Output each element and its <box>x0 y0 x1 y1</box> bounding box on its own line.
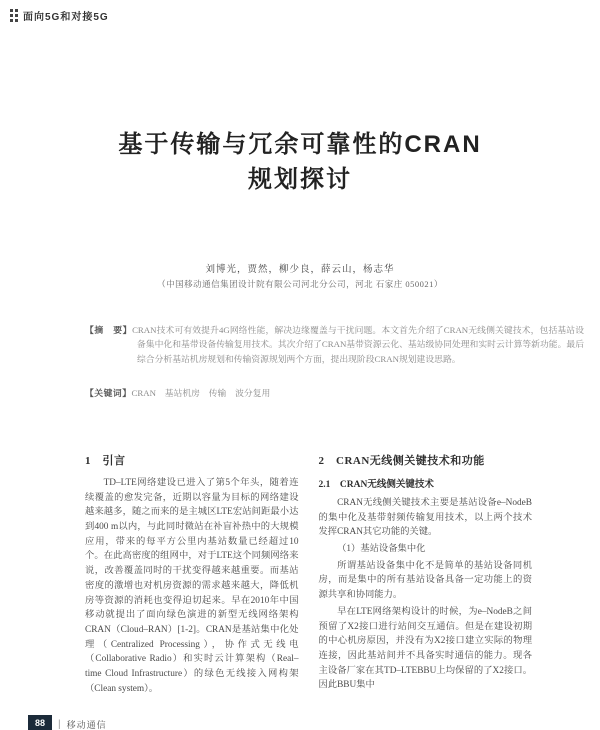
article-title-line1: 基于传输与冗余可靠性的CRAN <box>118 131 482 158</box>
section-2-1-item-1: （1）基站设备集中化 <box>337 544 426 555</box>
article-title-line2: 规划探讨 <box>248 165 352 193</box>
section-2-1-title: 2.1 CRAN无线侧关键技术 <box>318 480 434 490</box>
section-2-1-paragraph-3: 早在LTE网络架构设计的时候，为e–NodeB之间预留了X2接口进行站间交互通信。但是在建设初期的中心机房原因，并没有为X2接口建立实际的物理连接，因此基站间并不具备实时通信的能力。现各主设备厂家在其TD–LTEBBU上均保留的了X2接口。因此BBU集中 <box>318 606 532 691</box>
section-2-1-paragraph-2: 所谓基站设备集中化不是简单的基站设备同机房，而是集中的所有基站设备具备一定功能上的资源共享和协同能力。 <box>318 560 532 601</box>
body-columns <box>85 452 532 698</box>
abstract-text: CRAN技术可有效提升4G网络性能，解决边缘覆盖与干扰问题。本文首先介绍了CRAN无线侧关键技术，包括基站设备集中化和基带设备传输复用技术。其次介绍了CRAN基带资源云化、基站级协同处理和实时云计算等新功能。最后综合分析基站机房规划和传输资源规划两个方面，提出现阶段CRAN规划建设思路。 <box>132 325 584 364</box>
page-footer <box>28 715 107 730</box>
keywords-text: CRAN 基站机房 传输 波分复用 <box>131 388 271 398</box>
section-2-title: 2 CRAN无线侧关键技术和功能 <box>318 455 485 467</box>
column-header-label: 面向5G和对接5G <box>23 12 109 23</box>
article-title <box>0 128 600 198</box>
keywords-label: 【关键词】 <box>85 388 132 398</box>
left-column <box>85 452 299 698</box>
column-header <box>10 8 109 23</box>
abstract-label: 【摘 要】 <box>85 325 133 335</box>
grid-icon <box>10 9 18 22</box>
journal-name: 移动通信 <box>66 720 107 730</box>
affiliation-line: （中国移动通信集团设计院有限公司河北分公司，河北 石家庄 050021） <box>157 279 443 289</box>
footer-divider: | <box>58 719 61 730</box>
section-2-1-paragraph-1: CRAN无线侧关键技术主要是基站设备e–NodeB的集中化及基带射频传输复用技术，以上两个技术发挥CRAN其它功能的关键。 <box>318 498 532 538</box>
right-column <box>319 452 533 698</box>
abstract-block <box>85 323 584 366</box>
keywords-block <box>85 386 584 399</box>
page-number-badge: 88 <box>28 715 52 730</box>
section-1-paragraph: TD–LTE网络建设已进入了第5个年头，随着连续覆盖的愈发完备，近期以容量为目标的网络建设越来越多，随之而来的是主城区LTE宏站间距最小达到400 m以内，与此同时微站在补盲补热中的大规模应用，带来的每平方公里内基站数量已经超过10个。在此高密度的组网中，对于LTE这个同频网络来说，改善覆盖同时的干扰变得越来越重要。而基站密度的激增也对机房资源的需求越来越大，降低机房等资源的消耗也变得迫切起来。早在2010年中国移动就提出了面向绿色演进的新型无线网络架构CRAN（Cloud–RAN）[1-2]。CRAN是基站集中化处理（Centralized Processing），协作式无线电（Collaborative Radio）和实时云计算架构（Real–time Cloud Infrastructure）的绿色无线接入网构架（Clean system）。 <box>85 478 299 694</box>
authors-line: 刘博光，贾然，柳少良，薛云山，杨志华 <box>205 265 395 275</box>
section-1-title: 1 引言 <box>85 455 126 467</box>
